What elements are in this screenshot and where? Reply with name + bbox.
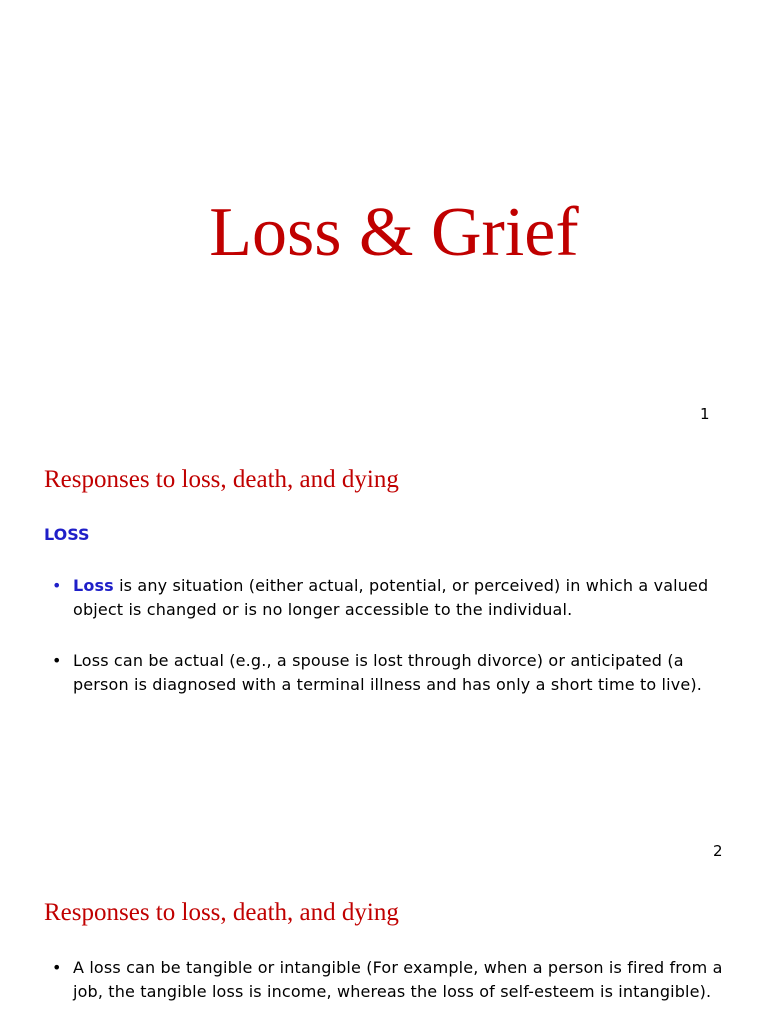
list-item (0, 956, 723, 1004)
bullet-list (0, 574, 723, 697)
bullet-icon: • (52, 576, 62, 595)
page-number: 1 (700, 405, 710, 423)
bullet-icon: • (52, 958, 62, 977)
bullet-text: is any situation (either actual, potential, or perceived) in which a valued object is changed or is no longer accessible to the individual. (73, 576, 709, 619)
bullet-icon: • (52, 651, 62, 670)
loss-subheading: LOSS (44, 525, 90, 544)
bullet-text: Loss can be actual (e.g., a spouse is lost through divorce) or anticipated (a person is diagnosed with a terminal illness and has only a short time to live). (73, 651, 702, 694)
bullet-list (0, 956, 723, 1004)
section-heading: Responses to loss, death, and dying (44, 899, 399, 926)
section-heading: Responses to loss, death, and dying (44, 466, 399, 493)
slide-title: Loss & Grief (209, 194, 579, 271)
term-loss: Loss (73, 576, 114, 595)
page-number: 2 (713, 842, 723, 860)
bullet-text: A loss can be tangible or intangible (For example, when a person is fired from a job, the tangible loss is income, whereas the loss of self-esteem is intangible). (73, 958, 723, 1001)
list-item (0, 649, 723, 697)
list-item (0, 574, 723, 622)
